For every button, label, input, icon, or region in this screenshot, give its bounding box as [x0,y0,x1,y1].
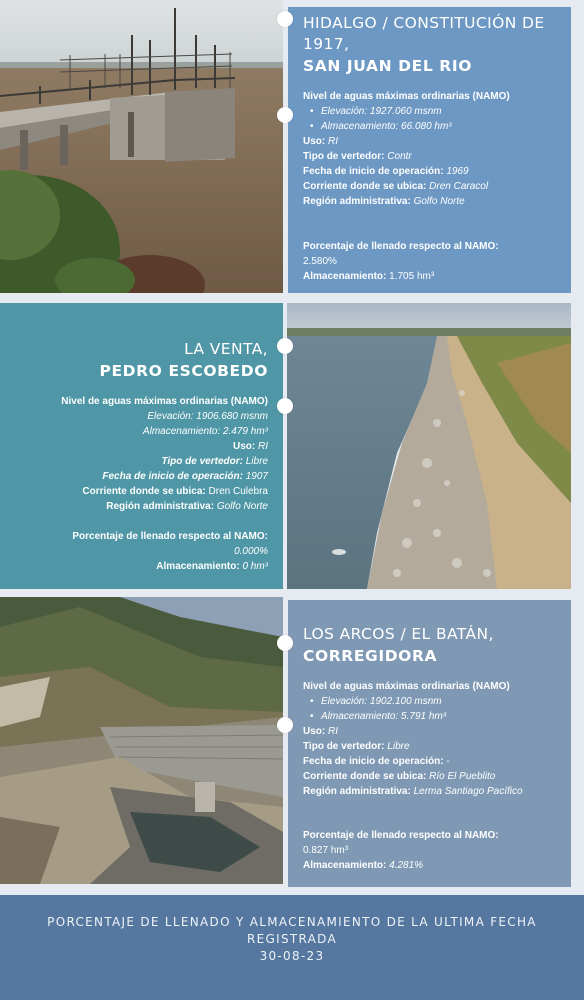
stream-label: Corriente donde se ubica: [82,486,206,497]
reservoir-card-la-venta [0,300,584,590]
elevation-value: 1927.060 msnm [369,106,442,117]
reservoir-details [303,89,557,284]
timeline-dot [277,338,293,354]
namo-label: Nivel de aguas máximas ordinarias (NAMO) [303,681,510,692]
spillway-value: Contr [387,151,412,162]
card-title-location: HIDALGO / CONSTITUCIÓN DE 1917, [303,14,545,53]
footer-banner [0,895,584,1000]
stream-value: Dren Caracol [429,181,489,192]
info-panel-hidalgo [288,7,571,293]
use-label: Uso: [303,726,326,737]
capacity-value: 66.080 hm³ [401,121,452,132]
spillway-label: Tipo de vertedor: [161,456,243,467]
stream-label: Corriente donde se ubica: [303,771,427,782]
capacity-label: Almacenamiento: [321,711,399,722]
region-label: Región administrativa: [303,786,411,797]
namo-label: Nivel de aguas máximas ordinarias (NAMO) [303,91,510,102]
spillway-label: Tipo de vertedor: [303,151,385,162]
fill-percentage-label: Porcentaje de llenado respecto al NAMO: [303,830,499,841]
info-panel-la-venta [0,303,283,589]
footer-line-2: REGISTRADA [246,932,337,946]
namo-label: Nivel de aguas máximas ordinarias (NAMO) [61,396,268,407]
capacity-value: 5.791 hm³ [401,711,447,722]
storage-label: Almacenamiento: [303,860,387,871]
region-value: Lerma Santiago Pacífico [413,786,523,797]
region-label: Región administrativa: [106,501,215,512]
elevation-label: Elevación: [321,696,368,707]
reservoir-card-hidalgo [0,0,584,293]
storage-label: Almacenamiento: [156,561,240,572]
start-date-value: 1907 [245,471,268,482]
elevation-label: Elevación: [321,106,368,117]
storage-value: 0 hm³ [242,561,268,572]
timeline-dot [277,107,293,123]
use-value: RI [258,441,268,452]
spillway-value: Libre [387,741,410,752]
reservoir-card-los-arcos [0,597,584,887]
storage-value: 4.281% [389,860,424,871]
fill-percentage-value: 2.580% [303,256,337,267]
card-title-municipality: PEDRO ESCOBEDO [99,362,268,380]
fill-percentage-label: Porcentaje de llenado respecto al NAMO: [72,531,268,542]
stream-value: Dren Culebra [208,486,268,497]
start-date-label: Fecha de inicio de operación: [303,756,444,767]
storage-label: Almacenamiento: [303,271,387,282]
elevation-label: Elevación: [147,411,194,422]
use-label: Uso: [303,136,326,147]
dam-photo-hidalgo [0,0,283,293]
fill-percentage-value: 0.000% [234,546,268,557]
elevation-item [303,694,557,709]
start-date-label: Fecha de inicio de operación: [102,471,243,482]
timeline-dot [277,398,293,414]
card-title-municipality: SAN JUAN DEL RIO [303,57,472,75]
stream-label: Corriente donde se ubica: [303,181,427,192]
timeline-dot [277,717,293,733]
reservoir-details [14,394,268,574]
dam-photo-la-venta [287,303,571,589]
info-panel-los-arcos [288,600,571,887]
capacity-label: Almacenamiento: [321,121,399,132]
spillway-value: Libre [245,456,268,467]
timeline-dot [277,635,293,651]
capacity-item [303,119,557,134]
start-date-value: - [446,756,450,767]
capacity-value: 2.479 hm³ [222,426,268,437]
card-title-municipality: CORREGIDORA [303,647,438,665]
region-value: Golfo Norte [216,501,268,512]
footer-date: 30-08-23 [259,949,325,963]
start-date-label: Fecha de inicio de operación: [303,166,444,177]
dam-photo-los-arcos [0,597,283,884]
region-label: Región administrativa: [303,196,411,207]
reservoir-details [303,679,557,873]
capacity-item [303,709,557,724]
use-value: RI [328,726,339,737]
use-value: RI [328,136,339,147]
elevation-value: 1902.100 msnm [369,696,442,707]
stream-value: Río El Pueblito [429,771,496,782]
storage-value: 1.705 hm³ [389,271,435,282]
elevation-value: 1906.680 msnm [196,411,268,422]
fill-percentage-value: 0.827 hm³ [303,845,349,856]
elevation-item [14,409,268,424]
use-label: Uso: [232,441,256,452]
fill-percentage-label: Porcentaje de llenado respecto al NAMO: [303,241,499,252]
start-date-value: 1969 [446,166,469,177]
elevation-item [303,104,557,119]
spillway-label: Tipo de vertedor: [303,741,385,752]
card-title-location: LA VENTA, [184,340,268,358]
timeline-dot [277,11,293,27]
footer-line-1: PORCENTAJE DE LLENADO Y ALMACENAMIENTO DE LA ULTIMA FECHA [47,915,537,929]
card-title-location: LOS ARCOS / EL BATÁN, [303,625,494,643]
capacity-item [14,424,268,439]
capacity-label: Almacenamiento: [142,426,221,437]
region-value: Golfo Norte [413,196,465,207]
